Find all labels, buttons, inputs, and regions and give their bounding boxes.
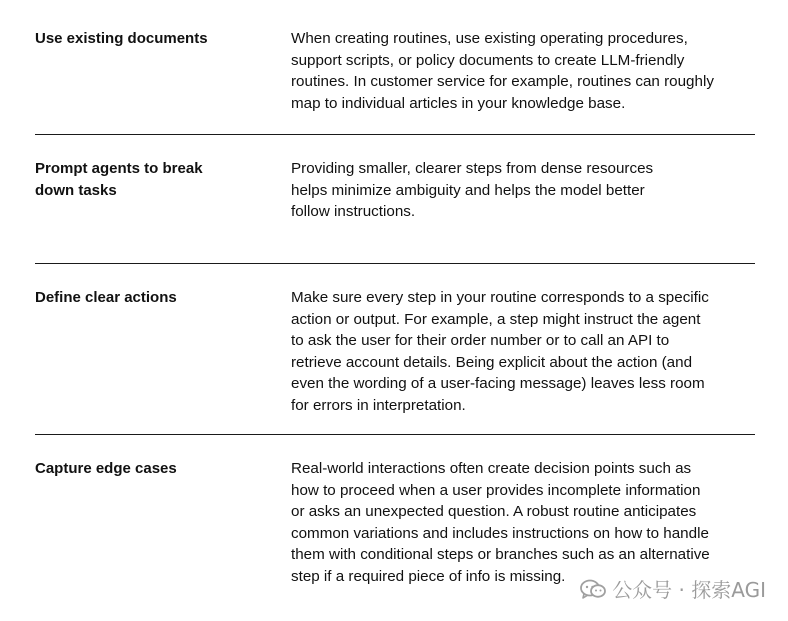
watermark-text: 公众号 · 探索AGI <box>612 578 766 602</box>
guidelines-table <box>35 0 755 621</box>
watermark <box>580 574 766 603</box>
wechat-icon <box>580 579 606 599</box>
guideline-description: Providing smaller, clearer steps from dense resources helps minimize ambiguity and helps the model better follow instructions. <box>291 160 654 220</box>
guideline-title: Prompt agents to break down tasks <box>35 160 203 199</box>
guideline-row-prompt-agents <box>35 135 755 264</box>
guideline-title: Define clear actions <box>35 289 177 306</box>
guideline-description: Make sure every step in your routine corresponds to a specific action or output. For example, a step might instruct the agent to ask the user for their order number or to call an API to retrieve account details. Being explicit about the action (and even the wording of a user-facing message) leaves less room for errors in interpretation. <box>291 289 709 414</box>
guideline-description: Real-world interactions often create decision points such as how to proceed when a user provides incomplete information or asks an unexpected question. A robust routine anticipates common variations and includes instructions on how to handle them with conditional steps or branches such as an alternative step if a required piece of info is missing. <box>291 460 710 585</box>
guideline-title: Use existing documents <box>35 30 208 47</box>
guideline-description: When creating routines, use existing operating procedures, support scripts, or policy documents to create LLM-friendly routines. In customer service for example, routines can roughly map to individual articles in your knowledge base. <box>291 30 714 112</box>
guideline-row-define-clear-actions <box>35 264 755 435</box>
guideline-title: Capture edge cases <box>35 460 177 477</box>
guideline-row-use-existing-documents <box>35 0 755 135</box>
